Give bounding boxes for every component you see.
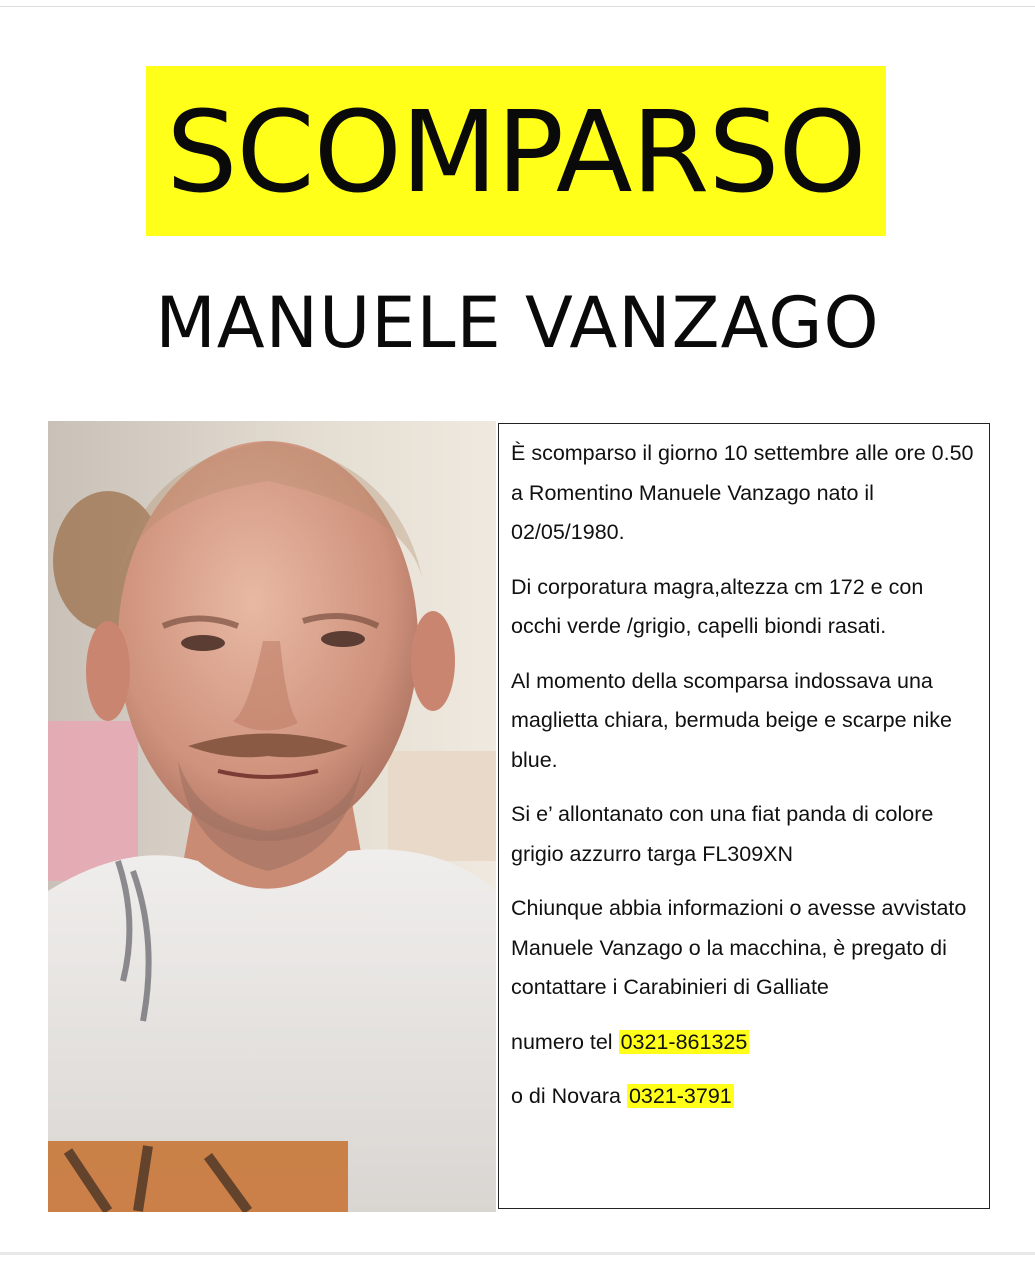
bottom-divider [0,1252,1035,1255]
info-panel [498,423,990,1209]
contact-label: numero tel [511,1029,613,1054]
contact-line-galliate [511,1023,977,1063]
headline-banner [146,66,886,236]
contact-label: o di Novara [511,1084,621,1108]
headline-text: SCOMPARSO [166,88,866,218]
contact-line-novara [511,1077,977,1117]
info-paragraph-description: Di corporatura magra,altezza cm 172 e con occhi verde /grigio, capelli biondi rasati. [511,574,924,638]
missing-person-name: MANUELE VANZAGO [155,282,880,364]
top-divider [0,6,1035,7]
info-paragraph-appeal: Chiunque abbia informazioni o avesse avvistato Manuele Vanzago o la macchina, è pregato di contattare i Carabinieri di Galliate [511,896,967,999]
info-paragraph-date: È scomparso il giorno 10 settembre alle ore 0.50 a Romentino Manuele Vanzago nato il 02/05/1980. [511,441,974,544]
info-paragraph-clothing: Al momento della scomparsa indossava una maglietta chiara, bermuda beige e scarpe nike blue. [511,668,953,772]
phone-number: 0321-861325 [620,1029,748,1054]
phone-number: 0321-3791 [628,1084,732,1108]
person-photo [48,421,496,1212]
info-paragraph-vehicle: Si e’ allontanato con una fiat panda di colore grigio azzurro targa FL309XN [511,802,934,866]
